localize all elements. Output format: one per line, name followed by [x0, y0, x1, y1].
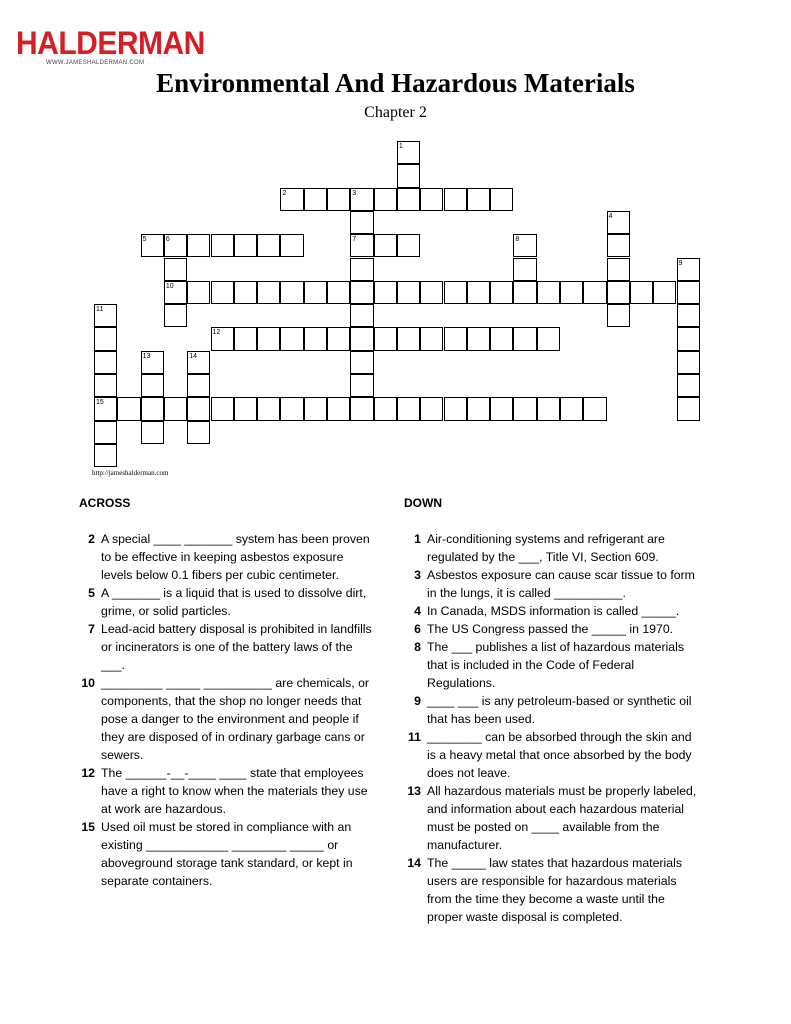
grid-cell[interactable] [537, 327, 560, 350]
grid-cell[interactable] [94, 374, 117, 397]
grid-cell[interactable] [350, 258, 373, 281]
grid-cell[interactable] [374, 281, 397, 304]
clue-number: 11 [96, 306, 104, 314]
grid-cell[interactable] [560, 397, 583, 420]
grid-cell[interactable] [350, 281, 373, 304]
grid-cell[interactable] [630, 281, 653, 304]
grid-cell[interactable] [607, 258, 630, 281]
grid-cell[interactable] [211, 397, 234, 420]
clue-number: 12 [212, 329, 221, 337]
halderman-logo [16, 25, 205, 66]
grid-cell[interactable] [164, 281, 187, 304]
grid-cell[interactable] [513, 397, 536, 420]
grid-cell[interactable] [490, 281, 513, 304]
grid-cell[interactable] [397, 397, 420, 420]
clue-number: 1 [398, 143, 403, 150]
grid-cell[interactable] [141, 397, 164, 420]
grid-cell[interactable] [164, 304, 187, 327]
grid-cell[interactable] [607, 304, 630, 327]
clue-down-11: 11 ________ can be absorbed through the skin and is a heavy metal that once absorbed by the body does not leave. [408, 730, 692, 780]
clue-across-7: 7 Lead-acid battery disposal is prohibited in landfills or incinerators is one of the battery laws of the ___. [88, 622, 372, 672]
grid-cell[interactable] [234, 397, 257, 420]
grid-cell[interactable] [397, 188, 420, 211]
clue-number: 10 [165, 282, 174, 290]
down-clues [403, 530, 703, 926]
clue-number: 13 [142, 352, 151, 360]
grid-cell[interactable] [211, 281, 234, 304]
grid-cell[interactable] [141, 234, 164, 257]
grid-cell[interactable] [350, 374, 373, 397]
grid-cell[interactable] [94, 397, 117, 420]
grid-cell[interactable] [444, 281, 467, 304]
grid-cell[interactable] [677, 304, 700, 327]
clue-down-3: 3 Asbestos exposure can cause scar tissue to form in the lungs, it is called __________. [414, 568, 695, 600]
grid-cell[interactable] [280, 188, 303, 211]
grid-cell[interactable] [187, 234, 210, 257]
grid-cell[interactable] [94, 444, 117, 467]
grid-cell[interactable] [187, 281, 210, 304]
grid-cell[interactable] [350, 234, 373, 257]
grid-cell[interactable] [490, 188, 513, 211]
logo-url: WWW.JAMESHALDERMAN.COM [46, 60, 145, 66]
grid-cell[interactable] [350, 211, 373, 234]
grid-cell[interactable] [211, 327, 234, 350]
clue-down-4: 4 In Canada, MSDS information is called _____. [414, 604, 680, 618]
grid-cell[interactable] [94, 351, 117, 374]
across-clues [77, 530, 377, 890]
grid-cell[interactable] [677, 351, 700, 374]
grid-cell[interactable] [537, 281, 560, 304]
grid-cell[interactable] [234, 327, 257, 350]
grid-cell[interactable] [257, 327, 280, 350]
grid-cell[interactable] [257, 234, 280, 257]
grid-cell[interactable] [327, 188, 350, 211]
clue-number: 7 [352, 236, 357, 244]
grid-cell[interactable] [467, 397, 490, 420]
grid-cell[interactable] [304, 327, 327, 350]
clue-number: 14 [189, 352, 197, 360]
grid-cell[interactable] [397, 164, 420, 187]
grid-cell[interactable] [583, 281, 606, 304]
grid-cell[interactable] [141, 351, 164, 374]
grid-cell[interactable] [350, 327, 373, 350]
clue-number: 15 [96, 399, 104, 407]
clue-across-2: 2 A special ____ _______ system has been proven to be effective in keeping asbestos exposure levels below 0.1 fibers per cubic centimeter. [88, 532, 370, 582]
grid-cell[interactable] [677, 281, 700, 304]
clue-number: 5 [142, 236, 147, 244]
clue-across-12: 12 The ______-__-____ ____ state that employees have a right to know when the materials they use at work are hazardous. [81, 766, 368, 816]
page-title: Environmental And Hazardous Materials [156, 68, 635, 98]
logo-wordmark: HALDERMAN [16, 25, 205, 62]
grid-cell[interactable] [490, 397, 513, 420]
grid-cell[interactable] [234, 234, 257, 257]
grid-cell[interactable] [257, 397, 280, 420]
grid-cell[interactable] [513, 234, 536, 257]
clue-number: 3 [352, 189, 357, 197]
grid-cell[interactable] [350, 188, 373, 211]
clue-down-13: 13 All hazardous materials must be properly labeled, and information about each hazardous material must be posted on ____ available from the manufacturer. [407, 784, 697, 852]
grid-cell[interactable] [467, 327, 490, 350]
grid-cell[interactable] [677, 397, 700, 420]
grid-cell[interactable] [211, 234, 234, 257]
grid-cell[interactable] [117, 397, 140, 420]
clue-number: 9 [678, 259, 683, 267]
clue-number: 2 [282, 189, 287, 197]
grid-cell[interactable] [350, 397, 373, 420]
grid-cell[interactable] [677, 258, 700, 281]
grid-cell[interactable] [94, 421, 117, 444]
source-url: http://jameshalderman.com [92, 469, 169, 477]
grid-cell[interactable] [374, 397, 397, 420]
grid-cell[interactable] [397, 141, 420, 164]
grid-cell[interactable] [374, 234, 397, 257]
grid-cell[interactable] [583, 397, 606, 420]
grid-cell[interactable] [350, 304, 373, 327]
grid-cell[interactable] [141, 421, 164, 444]
grid-cell[interactable] [350, 351, 373, 374]
clue-down-9: 9 ____ ___ is any petroleum-based or synthetic oil that has been used. [414, 694, 692, 726]
grid-cell[interactable] [537, 397, 560, 420]
clue-down-8: 8 The ___ publishes a list of hazardous materials that is included in the Code of Federal Regulations. [414, 640, 685, 690]
grid-cell[interactable] [327, 281, 350, 304]
grid-cell[interactable] [420, 397, 443, 420]
grid-cell[interactable] [513, 327, 536, 350]
grid-cell[interactable] [397, 327, 420, 350]
clue-down-6: 6 The US Congress passed the _____ in 1970. [414, 622, 674, 636]
grid-cell[interactable] [304, 397, 327, 420]
down-heading: DOWN [404, 496, 442, 510]
grid-cell[interactable] [280, 327, 303, 350]
grid-cell[interactable] [374, 327, 397, 350]
grid-cell[interactable] [677, 327, 700, 350]
grid-cell[interactable] [280, 397, 303, 420]
grid-cell[interactable] [397, 281, 420, 304]
grid-cell[interactable] [467, 188, 490, 211]
grid-cell[interactable] [141, 374, 164, 397]
grid-cell[interactable] [327, 397, 350, 420]
grid-cell[interactable] [187, 351, 210, 374]
grid-cell[interactable] [164, 258, 187, 281]
grid-cell[interactable] [374, 188, 397, 211]
grid-cell[interactable] [187, 397, 210, 420]
grid-cell[interactable] [280, 281, 303, 304]
grid-cell[interactable] [187, 421, 210, 444]
grid-cell[interactable] [257, 281, 280, 304]
grid-cell[interactable] [164, 397, 187, 420]
clue-number: 8 [515, 236, 520, 244]
grid-cell[interactable] [513, 258, 536, 281]
grid-cell[interactable] [304, 188, 327, 211]
clue-across-10: 10 _________ _____ __________ are chemicals, or components, that the shop no longer needs that pose a danger to the environment and people if they are disposed of in ordinary garbage cans or sewers. [81, 676, 370, 762]
clue-number: 6 [165, 236, 170, 244]
grid-cell[interactable] [234, 281, 257, 304]
grid-cell[interactable] [607, 211, 630, 234]
grid-cell[interactable] [444, 188, 467, 211]
grid-cell[interactable] [187, 374, 210, 397]
clue-down-1: 1 Air-conditioning systems and refrigerant are regulated by the ___, Title VI, Section 609. [414, 532, 665, 564]
grid-cell[interactable] [164, 234, 187, 257]
across-heading: ACROSS [79, 496, 131, 510]
grid-cell[interactable] [420, 188, 443, 211]
grid-cell[interactable] [444, 397, 467, 420]
clue-across-5: 5 A _______ is a liquid that is used to dissolve dirt, grime, or solid particles. [88, 586, 367, 618]
grid-cell[interactable] [653, 281, 676, 304]
grid-cell[interactable] [607, 234, 630, 257]
grid-cell[interactable] [513, 281, 536, 304]
grid-cell[interactable] [420, 281, 443, 304]
clue-down-14: 14 The _____ law states that hazardous materials users are responsible for hazardous materials from the time they become a waste until the proper waste disposal is completed. [407, 856, 682, 924]
grid-cell[interactable] [607, 281, 630, 304]
grid-cell[interactable] [560, 281, 583, 304]
grid-cell[interactable] [94, 327, 117, 350]
grid-cell[interactable] [397, 234, 420, 257]
grid-cell[interactable] [677, 374, 700, 397]
page-subtitle: Chapter 2 [364, 104, 427, 121]
clue-across-15: 15 Used oil must be stored in compliance with an existing ____________ ________ _____ or aboveground storage tank standard, or kept in separate containers. [81, 820, 353, 888]
grid-cell[interactable] [304, 281, 327, 304]
clue-number: 4 [608, 212, 613, 220]
grid-cell[interactable] [280, 234, 303, 257]
grid-cell[interactable] [327, 327, 350, 350]
grid-cell[interactable] [467, 281, 490, 304]
grid-cell[interactable] [420, 327, 443, 350]
grid-cell[interactable] [94, 304, 117, 327]
grid-cell[interactable] [444, 327, 467, 350]
grid-cell[interactable] [490, 327, 513, 350]
